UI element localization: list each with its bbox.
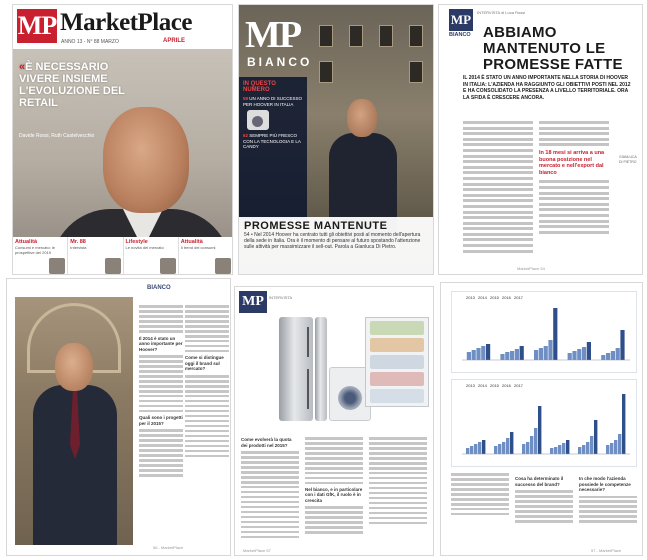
editorial-page: MP BIANCO INTERVISTA di Luca Rossi ABBIAMO MANTENUTO LE PROMESSE FATTE IL 2014 È STATO UN ANNO IMPORTANTE NELLA STORIA DI HOOVER IN ITALIA: L'AZIENDA HA RAGGIUNTO GLI OBIETTIVI POSTI NEL 2012 E HA CONSOLIDATO LA PRESENZA A LIVELLO TERRITORIALE. ORA LA SFIDA È CRESCERE ANCORA. In 18 mesi si arriva a una buona posizione nel mercato e nell'export dal bianco GIANLUCA DI PIETRO MarketPlace 54 [438, 4, 643, 275]
mp-logo: MP [449, 9, 473, 31]
bar [476, 348, 480, 360]
text-column [139, 305, 183, 479]
bianco-logo-sub: BIANCO [247, 55, 313, 69]
bar [515, 349, 519, 360]
bar [572, 351, 576, 360]
legend-year: 2014 [478, 295, 487, 300]
fridge-image [315, 317, 327, 421]
bar [578, 447, 581, 454]
bar [472, 350, 476, 360]
bar [548, 340, 552, 360]
legend-year: 2017 [514, 383, 523, 388]
text-column [241, 437, 299, 541]
bar [614, 440, 617, 454]
text-column [185, 305, 229, 460]
legend-year: 2015 [490, 295, 499, 300]
products-page: MP INTERVISTA Come evolverà la quota dei prodotti nel 2015? Nel bianco, e in particolare con i dati GfK, il ruolo è in crescita MarketPlace 57 [234, 286, 434, 556]
bar [520, 346, 524, 360]
pull-quote: In 18 mesi si arriva a una buona posizione nel mercato e nell'export dal bianco [539, 150, 605, 176]
cover-byline: Davide Rossi, Ruth Castelvecchio [19, 133, 95, 139]
question: Il 2014 è stato un anno importante per Hoover? [139, 335, 183, 352]
bar [606, 353, 610, 360]
text-column [515, 473, 573, 525]
teaser: Mr. 88 Intervista [68, 237, 123, 275]
cover-story-box: PROMESSE MANTENUTE 54 • Nel 2014 Hoover ha centrato tutti gli obiettivi posti al momento dell'apertura della sede in Italia. Ora è il momento di pensare al futuro spostando l'attenzione sulle attività per massimizzare il sell-out. Parola a Gianluca Di Pietro. [239, 217, 434, 275]
caption: GIANLUCA DI PIETRO [619, 155, 637, 164]
masthead [13, 5, 233, 49]
bar [466, 448, 469, 454]
legend-year: 2017 [514, 295, 523, 300]
teaser-thumbnail [105, 258, 121, 274]
legend-year: 2015 [490, 383, 499, 388]
bar [582, 347, 586, 360]
text-column [305, 437, 363, 536]
bar [606, 445, 609, 454]
bar [506, 438, 509, 454]
bar [486, 344, 490, 360]
cover-teasers [13, 237, 233, 275]
bar [582, 445, 585, 454]
legend-year: 2013 [466, 295, 475, 300]
mp-logo: MP [239, 291, 267, 313]
teaser: Lifestyle Le novità del mercato [124, 237, 179, 275]
bar [544, 346, 548, 360]
bar [482, 440, 485, 454]
bar [601, 355, 605, 360]
bar [534, 428, 537, 454]
bar [553, 308, 557, 360]
page-footer: MarketPlace 57 [243, 548, 271, 553]
bar [467, 352, 471, 360]
bar-chart-svg [452, 292, 636, 372]
bar-chart-svg [452, 380, 636, 466]
bar [494, 446, 497, 454]
issue-month: APRILE [163, 38, 186, 44]
issue-number: ANNO 13 - N° 88 MARZO [61, 39, 119, 45]
bar [622, 394, 625, 454]
question: Quali sono i progetti per il 2015? [139, 415, 183, 426]
bar [478, 442, 481, 454]
bar [587, 342, 591, 360]
in-this-issue-sidebar: IN QUESTO NUMERO 58 UN ANNO DI SUCCESSO PER HOOVER IN ITALIA 62 SEMPRE PIÙ FRESCO CON LA TECNOLOGIA E LA CANDY [239, 77, 307, 219]
text-column [463, 121, 533, 271]
teaser-thumbnail [160, 258, 176, 274]
charts-page [440, 282, 643, 556]
bar [616, 348, 620, 360]
bar [577, 349, 581, 360]
bar [586, 442, 589, 454]
question: Nel bianco, e in particolare con i dati GfK, il ruolo è in crescita [305, 486, 363, 503]
bar [502, 442, 505, 454]
open-fridge-image [365, 317, 429, 407]
bar [474, 444, 477, 454]
legend-year: 2013 [466, 383, 475, 388]
bar [498, 444, 501, 454]
bar [558, 445, 561, 454]
text-column [579, 473, 637, 525]
bar [522, 444, 525, 454]
bar [538, 406, 541, 454]
bar [562, 443, 565, 454]
section-rubric: BIANCO [147, 285, 171, 291]
page-footer: 56 - MarketPlace [153, 545, 184, 550]
bar [510, 432, 513, 454]
question: In che modo l'azienda possiede le competenze necessarie? [579, 476, 631, 492]
teaser-thumbnail [215, 258, 231, 274]
bar [594, 420, 597, 454]
interview-page [6, 278, 231, 556]
bar [620, 330, 624, 360]
question: Cosa ha determinato il successo del brand? [515, 476, 564, 487]
fridge-image [279, 317, 313, 421]
bar [568, 353, 572, 360]
masthead-title: MarketPlace [60, 9, 192, 36]
bar [590, 436, 593, 454]
bianco-cover [238, 4, 434, 275]
page-footer: MarketPlace 54 [517, 266, 545, 271]
bar [566, 440, 569, 454]
bar [530, 436, 533, 454]
bar [550, 448, 553, 454]
question: Come si distingue oggi il brand sul mercato? [185, 355, 224, 372]
washing-machine-icon [247, 110, 269, 130]
bar [510, 351, 514, 360]
bar [610, 443, 613, 454]
bar [470, 446, 473, 454]
article-headline: ABBIAMO MANTENUTO LE PROMESSE FATTE [483, 24, 623, 73]
bar [505, 352, 509, 360]
bar [539, 348, 543, 360]
bar [554, 447, 557, 454]
bar-chart [451, 379, 637, 467]
teaser: Attualità Consumi e mercato: le prospettive del 2019 [13, 237, 68, 275]
bar [534, 350, 538, 360]
legend-year: 2014 [478, 383, 487, 388]
legend-year: 2016 [502, 383, 511, 388]
text-column [369, 437, 427, 527]
bar [611, 351, 615, 360]
bar [500, 354, 504, 360]
teaser: Attualità Il trend dei consumi [179, 237, 233, 275]
mp-logo: MP [17, 9, 57, 43]
portrait-photo [15, 297, 133, 545]
bar-chart [451, 291, 637, 373]
page-footer: 57 - MarketPlace [591, 548, 622, 553]
text-column [451, 473, 509, 518]
text-column [539, 121, 609, 271]
cover-quote: «È NECESSARIO VIVERE INSIEME L'EVOLUZIONE DEL RETAIL [19, 61, 125, 109]
legend-year: 2016 [502, 295, 511, 300]
question: Come evolverà la quota dei prodotti nel 2015? [241, 437, 292, 448]
article-lead: IL 2014 È STATO UN ANNO IMPORTANTE NELLA STORIA DI HOOVER IN ITALIA: L'AZIENDA HA RAGGIUNTO GLI OBIETTIVI POSTI NEL 2012 E HA CONSOLIDATO LA PRESENZA A LIVELLO TERRITORIALE. ORA LA SFIDA È CRESCERE ANCORA. [463, 75, 631, 101]
bianco-logo: MP [245, 14, 301, 56]
bar [618, 434, 621, 454]
marketplace-cover [12, 4, 233, 275]
teaser-thumbnail [49, 258, 65, 274]
bar [526, 442, 529, 454]
bar [481, 346, 485, 360]
